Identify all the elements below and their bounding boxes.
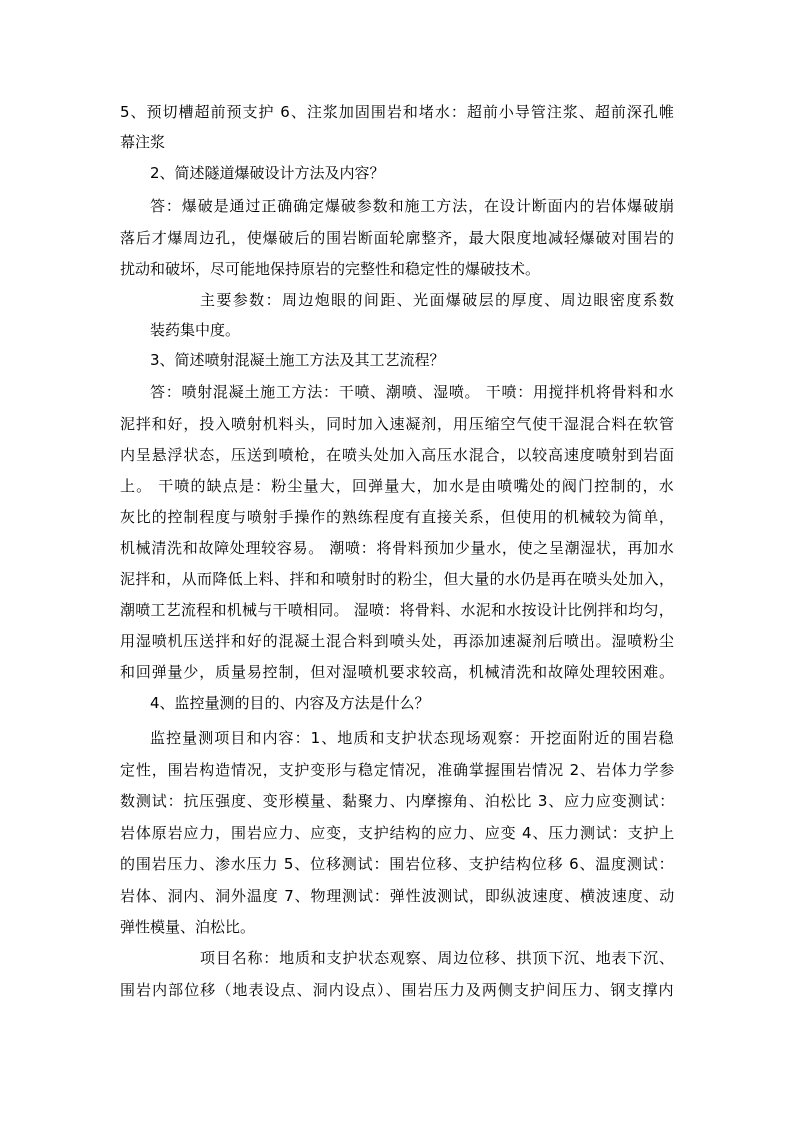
text-line-3: 2、简述隧道爆破设计方法及内容？: [150, 164, 385, 182]
text-line-17: 潮喷工艺流程和机械与干喷相同。 湿喷：将骨料、水泥和水按设计比例拌和均匀，: [120, 601, 675, 619]
text-line-9: 3、简述喷射混凝土施工方法及其工艺流程？: [150, 351, 445, 369]
text-line-13: 上。 干喷的缺点是：粉尘量大，回弹量大，加水是由喷嘴处的阀门控制的，水: [120, 477, 675, 495]
text-line-18: 用湿喷机压送拌和好的混凝土混合料到喷头处，再添加速凝剂后喷出。湿喷粉尘: [120, 632, 675, 650]
text-line-15: 机械清洗和故障处理较容易。 潮喷：将骨料预加少量水，使之呈潮湿状，再加水: [120, 539, 675, 557]
text-line-20: 4、监控量测的目的、内容及方法是什么？: [150, 694, 430, 712]
text-line-19: 和回弹量少，质量易控制，但对湿喷机要求较高，机械清洗和故障处理较困难。: [120, 663, 675, 681]
text-line-10: 答：喷射混凝土施工方法：干喷、潮喷、湿喷。 干喷：用搅拌机将骨料和水: [150, 383, 675, 401]
text-line-27: 弹性模量、泊松比。: [120, 918, 256, 936]
text-line-2: 幕注浆: [120, 133, 166, 151]
text-line-25: 的围岩压力、渗水压力 5、位移测试：围岩位移、支护结构位移 6、温度测试：: [120, 855, 675, 873]
text-line-12: 内呈悬浮状态，压送到喷枪，在喷头处加入高压水混合，以较高速度喷射到岩面: [120, 446, 675, 464]
text-line-26: 岩体、洞内、洞外温度 7、物理测试：弹性波测试，即纵波速度、横波速度、动: [120, 887, 676, 905]
text-line-7: 主要参数：周边炮眼的间距、光面爆破层的厚度、周边眼密度系数: [200, 291, 676, 309]
text-line-16: 泥拌和，从而降低上料、拌和和喷射时的粉尘，但大量的水仍是再在喷头处加入，: [120, 570, 675, 588]
text-line-21: 监控量测项目和内容：1、地质和支护状态现场观察：开挖面附近的围岩稳: [150, 729, 675, 747]
text-line-28: 项目名称：地质和支护状态观察、周边位移、拱顶下沉、地表下沉、: [200, 949, 675, 967]
text-line-11: 泥拌和好，投入喷射机料头，同时加入速凝剂，用压缩空气使干湿混合料在软管: [120, 415, 675, 433]
text-line-29: 围岩内部位移（地表设点、洞内设点）、围岩压力及两侧支护间压力、钢支撑内: [120, 981, 675, 999]
text-line-24: 岩体原岩应力，围岩应力、应变，支护结构的应力、应变 4、压力测试：支护上: [120, 824, 676, 842]
text-line-1: 5、预切槽超前预支护 6、注浆加固围岩和堵水：超前小导管注浆、超前深孔帷: [120, 103, 675, 121]
text-line-6: 扰动和破坏，尽可能地保持原岩的完整性和稳定性的爆破技术。: [120, 260, 541, 278]
text-line-5: 落后才爆周边孔，使爆破后的围岩断面轮廓整齐，最大限度地减轻爆破对围岩的: [120, 229, 675, 247]
text-line-8: 装药集中度。: [150, 321, 241, 339]
text-line-4: 答：爆破是通过正确确定爆破参数和施工方法，在设计断面内的岩体爆破崩: [150, 197, 675, 215]
text-line-23: 数测试：抗压强度、变形模量、黏聚力、内摩擦角、泊松比 3、应力应变测试：: [120, 792, 676, 810]
text-line-14: 灰比的控制程度与喷射手操作的熟练程度有直接关系，但使用的机械较为简单，: [120, 508, 675, 526]
text-line-22: 定性，围岩构造情况，支护变形与稳定情况，准确掌握围岩情况 2、岩体力学参: [120, 761, 676, 779]
